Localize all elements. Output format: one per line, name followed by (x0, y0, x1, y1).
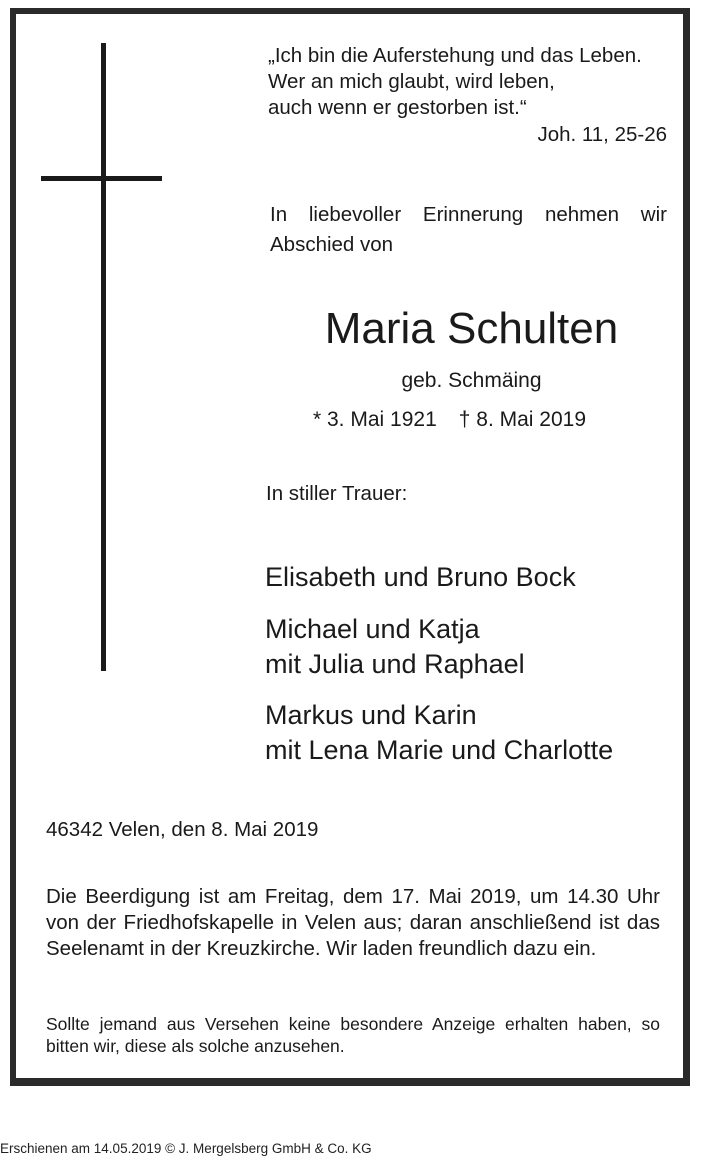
family-line: mit Lena Marie und Charlotte (265, 735, 614, 765)
family-line: Elisabeth und Bruno Bock (265, 562, 576, 592)
family-group (265, 698, 613, 768)
notice-text: Sollte jemand aus Versehen keine besondere Anzeige erhalten haben, so bitten wir, diese als solche anzusehen. (46, 1014, 660, 1056)
quote-line: Wer an mich glaubt, wird leben, (268, 70, 555, 93)
life-dates (313, 408, 586, 432)
cross-icon-bar (41, 176, 162, 181)
burial-info: Die Beerdigung ist am Freitag, dem 17. Mai 2019, um 14.30 Uhr von der Friedhofskapelle in Velen aus; daran anschließend ist das Seelenamt in der Kreuzkirche. Wir laden freundlich dazu ein. (46, 885, 660, 960)
family-line: mit Julia und Raphael (265, 649, 525, 679)
place-date: 46342 Velen, den 8. Mai 2019 (46, 818, 319, 841)
publication-footer: Erschienen am 14.05.2019 © J. Mergelsberg GmbH & Co. KG (0, 1141, 372, 1156)
quote-line: „Ich bin die Auferstehung und das Leben. (268, 44, 642, 67)
bible-quote (268, 43, 642, 121)
quote-source: Joh. 11, 25-26 (537, 123, 667, 146)
birth-name: geb. Schmäing (401, 369, 542, 392)
family-line: Markus und Karin (265, 700, 477, 730)
family-line: Michael und Katja (265, 614, 480, 644)
intro-text: In liebevoller Erinnerung nehmen wir Abschied von (270, 203, 667, 256)
birth-date: * 3. Mai 1921 (313, 408, 437, 431)
family-group (265, 612, 525, 682)
cross-icon (101, 43, 106, 671)
quote-line: auch wenn er gestorben ist.“ (268, 96, 527, 119)
death-date: † 8. Mai 2019 (458, 408, 587, 431)
family-group (265, 560, 576, 595)
deceased-name: Maria Schulten (324, 304, 619, 353)
mourning-label: In stiller Trauer: (266, 482, 408, 505)
